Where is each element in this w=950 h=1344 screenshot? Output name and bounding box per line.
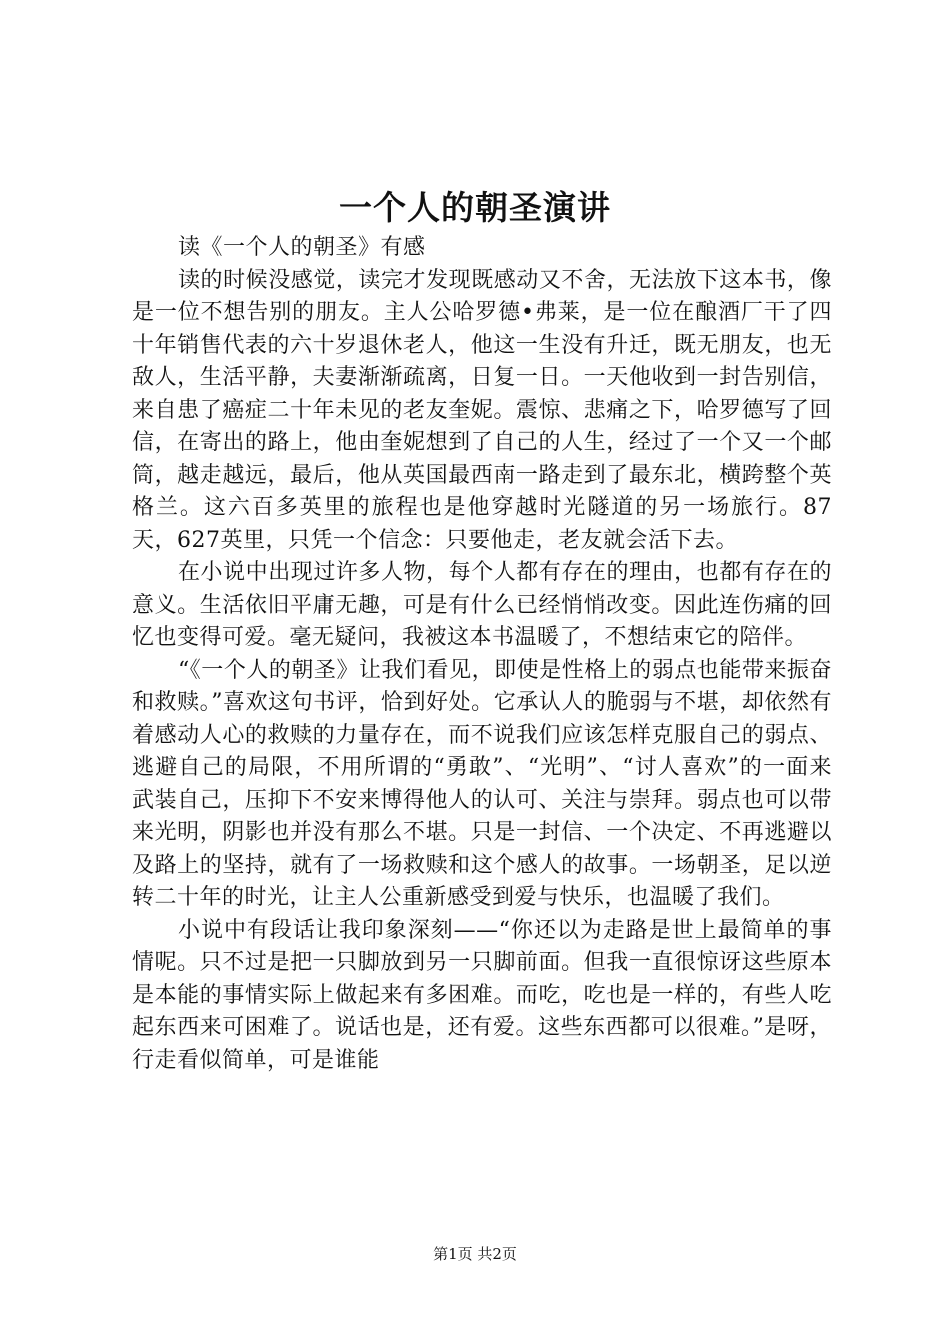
document-title: 一个人的朝圣演讲 xyxy=(339,188,611,227)
paragraph: 读的时候没感觉，读完才发现既感动又不舍，无法放下这本书，像是一位不想告别的朋友。主人公哈罗德•弗莱，是一位在酿酒厂干了四十年销售代表的六十岁退休老人，他这一生没有升迁，既无朋友，也无敌人，生活平静，夫妻渐渐疏离，日复一日。一天他收到一封告别信，来自患了癌症二十年未见的老友奎妮。震惊、悲痛之下，哈罗德写了回信，在寄出的路上，他由奎妮想到了自己的人生，经过了一个又一个邮筒，越走越远，最后，他从英国最西南一路走到了最东北，横跨整个英格兰。这六百多英里的旅程也是他穿越时光隧道的另一场旅行。87天，627英里，只凭一个信念：只要他走，老友就会活下去。 xyxy=(132,267,832,553)
document-subtitle: 读《一个人的朝圣》有感 xyxy=(178,235,426,260)
paragraph: “《一个人的朝圣》让我们看见，即使是性格上的弱点也能带来振奋和救赎。”喜欢这句书评，恰到好处。它承认人的脆弱与不堪，却依然有着感动人心的救赎的力量存在，而不说我们应该怎样克服自己的弱点、逃避自己的局限，不用所谓的“勇敢”、“光明”、“讨人喜欢”的一面来武装自己，压抑下不安来博得他人的认可、关注与崇拜。弱点也可以带来光明，阴影也并没有那么不堪。只是一封信、一个决定、不再逃避以及路上的坚持，就有了一场救赎和这个感人的故事。一场朝圣，足以逆转二十年的时光，让主人公重新感受到爱与快乐，也温暖了我们。 xyxy=(132,657,832,910)
page-number-footer: 第1页 共2页 xyxy=(433,1245,517,1263)
document-body xyxy=(132,232,832,1077)
paragraph: 在小说中出现过许多人物，每个人都有存在的理由，也都有存在的意义。生活依旧平庸无趣，可是有什么已经悄悄改变。因此连伤痛的回忆也变得可爱。毫无疑问，我被这本书温暖了，不想结束它的陪伴。 xyxy=(132,560,832,650)
paragraph: 小说中有段话让我印象深刻——“你还以为走路是世上最简单的事情呢。只不过是把一只脚放到另一只脚前面。但我一直很惊讶这些原本是本能的事情实际上做起来有多困难。而吃，吃也是一样的，有些人吃起东西来可困难了。说话也是，还有爱。这些东西都可以很难。”是呀，行走看似简单，可是谁能 xyxy=(132,917,832,1073)
